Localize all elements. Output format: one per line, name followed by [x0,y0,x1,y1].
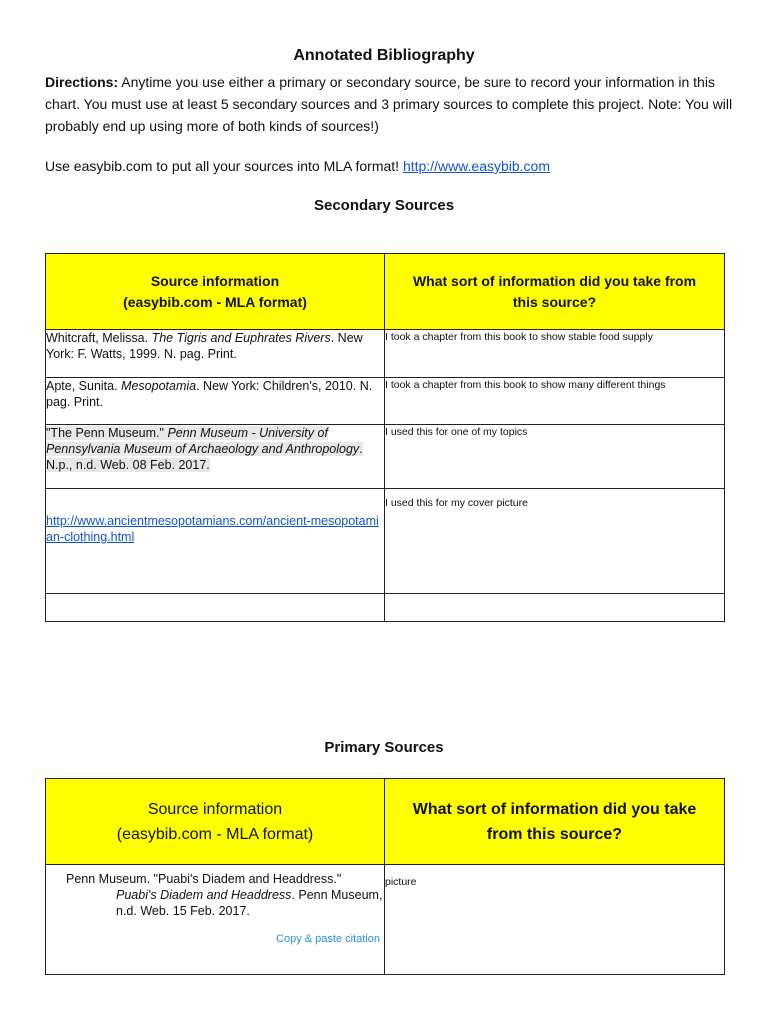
header-source-line2: (easybib.com - MLA format) [116,825,314,843]
citation-title: Puabi's Diadem and Headdress [116,888,292,902]
easybib-text: Use easybib.com to put all your sources into MLA format! [45,158,403,174]
citation-text: "The Penn Museum." [46,426,168,440]
info-cell[interactable]: I used this for one of my topics [385,425,725,489]
empty-source-cell[interactable] [46,594,385,622]
primary-sources-heading: Primary Sources [324,739,444,756]
table-row [46,378,725,425]
source-cell [46,330,385,378]
table-header-row [46,779,725,865]
table-row [46,865,725,975]
easybib-line [45,155,550,177]
source-cell [46,425,385,489]
citation-rest: . N.p., n.d. Web. 08 Feb. 2017. [46,442,363,472]
citation-rest: . Penn Museum, n.d. Web. 15 Feb. 2017. [116,888,383,918]
citation-rest: . New York: Children's, 2010. N. pag. Print. [46,379,373,409]
hanging-citation [66,871,384,919]
directions-text: Anytime you use either a primary or secondary source, be sure to record your information in this chart. You must use at least 5 secondary sources and 3 primary sources to complete this project. Note: You will probably end up using more of both kinds of sources!) [45,74,733,134]
directions-paragraph [45,71,735,137]
header-source-info [46,779,385,865]
copy-paste-citation-link[interactable]: Copy & paste citation [276,933,380,945]
source-link[interactable]: http://www.ancientmesopotamians.com/ancient-mesopotamian-clothing.html [46,514,379,544]
citation-title: The Tigris and Euphrates Rivers [151,331,331,345]
secondary-sources-table [45,253,725,622]
document-title: Annotated Bibliography [293,47,475,64]
info-cell[interactable]: I took a chapter from this book to show many different things [385,378,725,425]
primary-sources-table [45,778,725,975]
citation-text: Apte, Sunita. [46,379,122,393]
table-header-row [46,254,725,330]
header-source-info [46,254,385,330]
header-info-taken: What sort of information did you take from this source? [385,779,725,865]
citation-title: Penn Museum - University of Pennsylvania Museum of Archaeology and Anthropology [46,426,360,456]
citation-title: Mesopotamia [121,379,197,393]
info-cell[interactable]: I used this for my cover picture [385,489,725,594]
directions-label: Directions: [45,74,119,90]
info-cell[interactable]: I took a chapter from this book to show stable food supply [385,330,725,378]
source-cell [46,865,385,975]
secondary-sources-heading: Secondary Sources [313,197,455,214]
citation-rest: . New York: F. Watts, 1999. N. pag. Print. [46,331,363,361]
table-row [46,425,725,489]
info-cell[interactable]: picture [385,865,725,975]
header-info-taken: What sort of information did you take from this source? [385,254,725,330]
header-source-line1: Source information [150,272,280,289]
source-cell [46,489,385,594]
table-row-empty [46,594,725,622]
citation-text: Penn Museum. "Puabi's Diadem and Headdress." [66,872,342,886]
source-cell [46,378,385,425]
citation-text: Whitcraft, Melissa. [46,331,152,345]
table-row [46,489,725,594]
header-source-line2: (easybib.com - MLA format) [123,293,307,310]
header-source-line1: Source information [147,800,283,818]
table-row [46,330,725,378]
easybib-link[interactable]: http://www.easybib.com [402,158,550,174]
empty-info-cell[interactable] [385,594,725,622]
